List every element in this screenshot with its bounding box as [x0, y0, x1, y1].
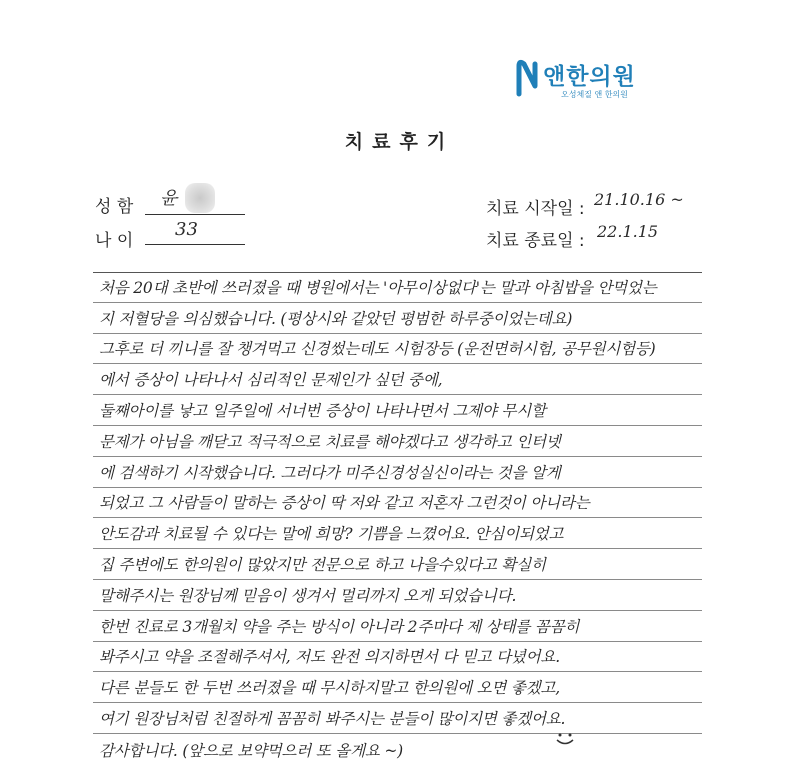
name-value: 윤 — [160, 188, 178, 209]
review-line: 감사합니다. (앞으로 보약먹으러 또 올게요 ~) — [99, 741, 403, 760]
review-line: 문제가 아님을 깨닫고 적극적으로 치료를 해야겠다고 생각하고 인터넷 — [93, 426, 702, 457]
review-body — [93, 272, 702, 765]
review-line: 다른 분들도 한 두번 쓰러졌을 때 무시하지말고 한의원에 오면 좋겠고, — [93, 672, 702, 703]
review-line: 그후로 더 끼니를 잘 챙겨먹고 신경썼는데도 시험장등 (운전면허시험, 공무원시험등) — [93, 334, 702, 365]
review-line: 안도감과 치료될 수 있다는 말에 희망? 기쁨을 느꼈어요. 안심이되었고 — [93, 518, 702, 549]
review-line: 지 저혈당을 의심했습니다. (평상시와 같았던 평범한 하루중이었는데요) — [93, 303, 702, 334]
logo-leaf-icon — [513, 56, 543, 100]
logo-name: 앤한의원 — [543, 64, 636, 90]
age-value: 33 — [175, 219, 198, 240]
end-date-value: 22.1.15 — [597, 222, 659, 241]
end-date-label: 치료 종료일 : — [486, 231, 585, 251]
review-line: 에 검색하기 시작했습니다. 그러다가 미주신경성실신이라는 것을 알게 — [93, 457, 702, 488]
review-line: 에서 증상이 나타나서 심리적인 문제인가 싶던 중에, — [93, 364, 702, 395]
name-underline — [145, 214, 245, 215]
clinic-logo — [513, 56, 663, 106]
review-line: 한번 진료로 3개월치 약을 주는 방식이 아니라 2주마다 제 상태를 꼼꼼히 — [93, 611, 702, 642]
review-line: 여기 원장님처럼 친절하게 꼼꼼히 봐주시는 분들이 많이지면 좋겠어요. — [93, 703, 702, 734]
review-line: 둘째아이를 낳고 일주일에 서너번 증상이 나타나면서 그제야 무시할 — [93, 395, 702, 426]
review-line: 처음 20대 초반에 쓰러졌을 때 병원에서는 '아무이상없다'는 말과 아침밥을 안먹었는 — [93, 272, 702, 303]
name-label: 성 함 — [95, 197, 134, 217]
review-line: 말해주시는 원장님께 믿음이 생겨서 멀리까지 오게 되었습니다. — [93, 580, 702, 611]
start-date-label: 치료 시작일 : — [486, 199, 585, 219]
redacted-name-blur — [185, 183, 215, 213]
review-line: 집 주변에도 한의원이 많았지만 전문으로 하고 나을수있다고 확실히 — [93, 549, 702, 580]
logo-subtitle: 오성체질 앤 한의원 — [561, 90, 628, 99]
smiley-doodle-icon — [552, 730, 578, 748]
review-line: 봐주시고 약을 조절해주셔서, 저도 완전 의지하면서 다 믿고 다녔어요. — [93, 642, 702, 673]
start-date-value: 21.10.16 ~ — [594, 190, 684, 209]
age-label: 나 이 — [95, 231, 134, 251]
age-underline — [145, 244, 245, 245]
page-title: 치료후기 — [344, 131, 455, 153]
review-line: 되었고 그 사람들이 말하는 증상이 딱 저와 같고 저혼자 그런것이 아니라는 — [93, 488, 702, 519]
